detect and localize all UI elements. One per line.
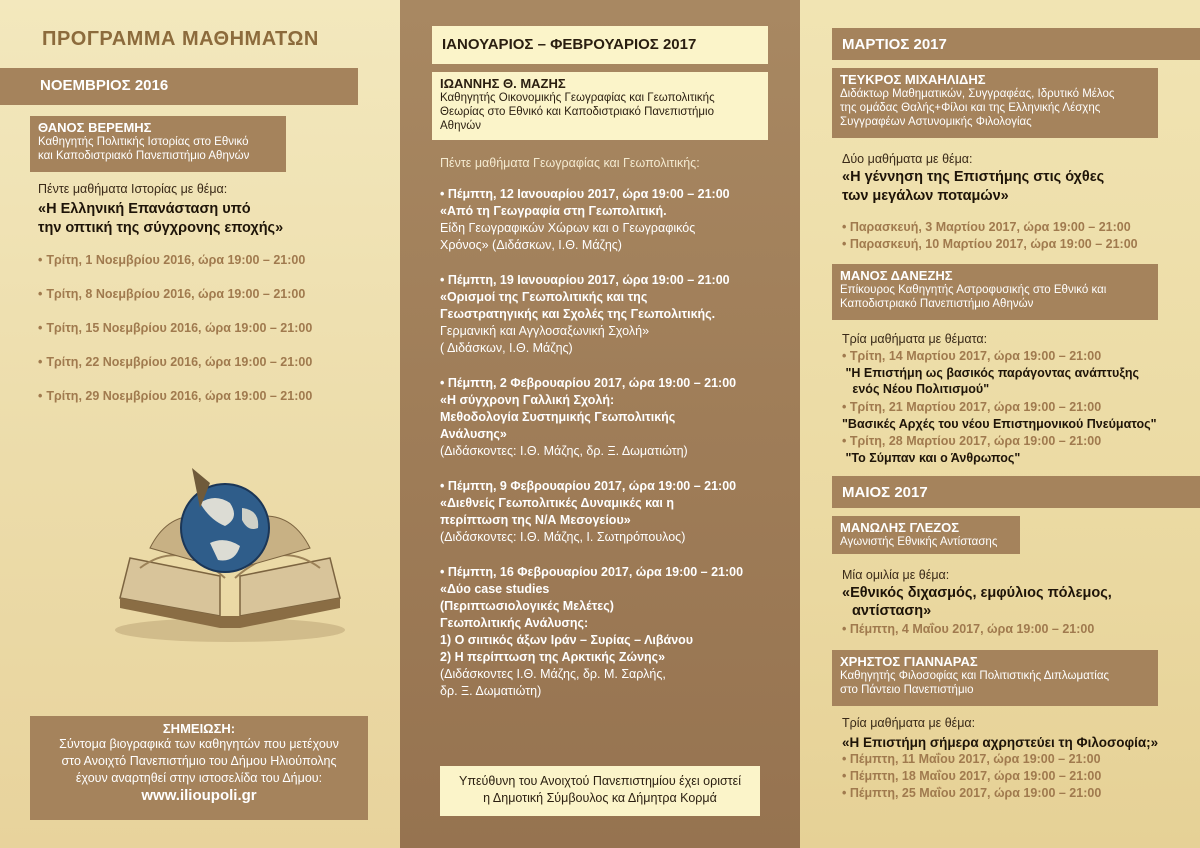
professor-desc-line: Καποδιστριακό Πανεπιστήμιο Αθηνών xyxy=(840,298,1034,310)
professor-card-veremis xyxy=(30,116,286,172)
month-header-march xyxy=(832,28,1200,60)
professor-card-mazis xyxy=(432,72,768,140)
lecture-date: • Πέμπτη, 16 Φεβρουαρίου 2017, ώρα 19:00 – 21:00 xyxy=(440,565,744,579)
lecture-block xyxy=(440,272,790,357)
lecture-date: • Πέμπτη, 2 Φεβρουαρίου 2017, ώρα 19:00 – 21:00 xyxy=(440,376,737,390)
intro-text: Τρία μαθήματα με θέματα: xyxy=(842,332,988,346)
lecture-title: «Δύο case studies xyxy=(440,582,550,596)
lecture-title: «Διεθνείς Γεωπολιτικές Δυναμικές και η xyxy=(440,496,674,510)
theme-line: των μεγάλων ποταμών» xyxy=(842,188,1009,204)
lecture-text: (Διδάσκοντες: Ι.Θ. Μάζης, Ι. Σωτηρόπουλος) xyxy=(440,530,686,544)
professor-name: ΜΑΝΟΣ ΔΑΝΕΖΗΣ xyxy=(840,268,953,283)
lecture-title: "Το Σύμπαν και ο Άνθρωπος" xyxy=(842,451,1021,465)
month-header-may xyxy=(832,476,1200,508)
month-header-jan-feb xyxy=(432,26,768,64)
date-item: • Πέμπτη, 4 Μαΐου 2017, ώρα 19:00 – 21:00 xyxy=(842,622,1095,636)
left-column xyxy=(0,0,400,848)
lecture-title: Γεωστρατηγικής και Σχολές της Γεωπολιτικής. xyxy=(440,307,716,321)
lecture-date: • Πέμπτη, 19 Ιανουαρίου 2017, ώρα 19:00 – 21:00 xyxy=(440,273,730,287)
professor-card-glezos xyxy=(832,516,1020,554)
lecture-title: "Βασικές Αρχές του νέου Επιστημονικού Πνεύματος" xyxy=(842,417,1157,431)
professor-name: ΤΕΥΚΡΟΣ ΜΙΧΑΗΛΙΔΗΣ xyxy=(840,72,986,87)
lecture-title: "Η Επιστήμη ως βασικός παράγοντας ανάπτυξης xyxy=(842,366,1140,380)
lecture-block xyxy=(440,564,790,700)
lecture-title: «Ορισμοί της Γεωπολιτικής και της xyxy=(440,290,648,304)
date-item: • Πέμπτη, 18 Μαΐου 2017, ώρα 19:00 – 21:00 xyxy=(842,769,1102,783)
lecture-text: Χρόνος» (Διδάσκων, Ι.Θ. Μάζης) xyxy=(440,238,622,252)
professor-desc-line: της ομάδας Θαλής+Φίλοι και της Ελληνικής Λέσχης xyxy=(840,102,1101,114)
date-item: • Τρίτη, 22 Νοεμβρίου 2016, ώρα 19:00 – 21:00 xyxy=(38,355,313,369)
lecture-block xyxy=(440,375,790,460)
note-title: ΣΗΜΕΙΩΣΗ: xyxy=(162,721,236,736)
professor-desc-line: Καθηγητής Φιλοσοφίας και Πολιτιστικής Διπλωματίας xyxy=(840,670,1110,682)
professor-desc-line: Καθηγητής Πολιτικής Ιστορίας στο Εθνικό xyxy=(38,136,249,148)
professor-name: ΧΡΗΣΤΟΣ ΓΙΑΝΝΑΡΑΣ xyxy=(840,654,978,669)
theme-line: την οπτική της σύγχρονης εποχής» xyxy=(38,220,284,236)
intro-text: Πέντε μαθήματα Γεωγραφίας και Γεωπολιτικής: xyxy=(440,156,700,170)
theme-line: «Η Ελληνική Επανάσταση υπό xyxy=(38,201,251,217)
lecture-text: δρ. Ξ. Δωματιώτη) xyxy=(440,684,542,698)
middle-column xyxy=(400,0,800,848)
lecture-title: 2) Η περίπτωση της Αρκτικής Ζώνης» xyxy=(440,650,666,664)
lecture-block xyxy=(440,186,790,254)
professor-desc-line: Συγγραφέων Αστυνομικής Φιλολογίας xyxy=(840,116,1032,128)
professor-desc-line: Καθηγητής Οικονομικής Γεωγραφίας και Γεωπολιτικής xyxy=(440,92,715,104)
lecture-text: Είδη Γεωγραφικών Χώρων και ο Γεωγραφικός xyxy=(440,221,696,235)
professor-desc-line: Αθηνών xyxy=(440,120,481,132)
professor-desc-line: Διδάκτωρ Μαθηματικών, Συγγραφέας, Ιδρυτικό Μέλος xyxy=(840,88,1115,100)
date-item: • Τρίτη, 1 Νοεμβρίου 2016, ώρα 19:00 – 21:00 xyxy=(38,253,306,267)
professor-desc-line: και Καποδιστριακό Πανεπιστήμιο Αθηνών xyxy=(38,150,250,162)
lecture-text: (Διδάσκοντες: Ι.Θ. Μάζης, δρ. Ξ. Δωματιώτη) xyxy=(440,444,688,458)
lecture-block xyxy=(440,478,790,546)
date-item: • Πέμπτη, 25 Μαΐου 2017, ώρα 19:00 – 21:00 xyxy=(842,786,1102,800)
date-item: • Τρίτη, 21 Μαρτίου 2017, ώρα 19:00 – 21:00 xyxy=(842,400,1102,414)
date-item: • Τρίτη, 29 Νοεμβρίου 2016, ώρα 19:00 – 21:00 xyxy=(38,389,313,403)
lecture-title: ενός Νέου Πολιτισμού" xyxy=(842,382,990,396)
note-text: έχουν αναρτηθεί στην ιστοσελίδα του Δήμου: xyxy=(75,771,323,785)
date-item: • Τρίτη, 28 Μαρτίου 2017, ώρα 19:00 – 21:00 xyxy=(842,434,1102,448)
lecture-text: ( Διδάσκων, Ι.Θ. Μάζης) xyxy=(440,341,573,355)
lecture-text: (Διδάσκοντες Ι.Θ. Μάζης, δρ. Μ. Σαρλής, xyxy=(440,667,666,681)
date-item: • Τρίτη, 15 Νοεμβρίου 2016, ώρα 19:00 – 21:00 xyxy=(38,321,313,335)
professor-card-danezis xyxy=(832,264,1158,320)
month-label: ΜΑΡΤΙΟΣ 2017 xyxy=(842,36,947,53)
date-item: • Παρασκευή, 3 Μαρτίου 2017, ώρα 19:00 – 21:00 xyxy=(842,220,1131,234)
lecture-title: (Περιπτωσιολογικές Μελέτες) xyxy=(440,599,614,613)
lecture-title: «Η σύγχρονη Γαλλική Σχολή: xyxy=(440,393,615,407)
intro-text: Μία ομιλία με θέμα: xyxy=(842,568,950,582)
professor-desc-line: Επίκουρος Καθηγητής Αστροφυσικής στο Εθνικό και xyxy=(840,284,1107,296)
footer-box xyxy=(440,766,760,816)
page-title: ΠΡΟΓΡΑΜΜΑ ΜΑΘΗΜΑΤΩΝ xyxy=(42,28,319,50)
lecture-text: Γερμανική και Αγγλοσαξωνική Σχολή» xyxy=(440,324,650,338)
lecture-title: Ανάλυσης» xyxy=(440,427,507,441)
lecture-title: Γεωπολιτικής Ανάλυσης: xyxy=(440,616,589,630)
date-item: • Τρίτη, 8 Νοεμβρίου 2016, ώρα 19:00 – 21:00 xyxy=(38,287,306,301)
note-box xyxy=(30,716,368,820)
month-header-november xyxy=(0,68,358,105)
theme-line: αντίσταση» xyxy=(852,603,932,619)
note-text: Σύντομα βιογραφικά των καθηγητών που μετέχουν xyxy=(59,737,339,751)
month-label: ΙΑΝΟΥΑΡΙΟΣ – ΦΕΒΡΟΥΑΡΙΟΣ 2017 xyxy=(442,36,697,53)
professor-name: ΜΑΝΩΛΗΣ ΓΛΕΖΟΣ xyxy=(840,520,960,535)
theme-line: «Εθνικός διχασμός, εμφύλιος πόλεμος, xyxy=(842,585,1112,601)
date-item: • Τρίτη, 14 Μαρτίου 2017, ώρα 19:00 – 21:00 xyxy=(842,349,1102,363)
date-item: • Παρασκευή, 10 Μαρτίου 2017, ώρα 19:00 – 21:00 xyxy=(842,237,1138,251)
lecture-date: • Πέμπτη, 12 Ιανουαρίου 2017, ώρα 19:00 – 21:00 xyxy=(440,187,730,201)
website-link[interactable]: www.ilioupoli.gr xyxy=(141,787,257,804)
intro-text: Πέντε μαθήματα Ιστορίας με θέμα: xyxy=(38,182,228,196)
professor-card-giannaras xyxy=(832,650,1158,706)
professor-desc-line: στο Πάντειο Πανεπιστήμιο xyxy=(840,684,974,696)
footer-text: Υπεύθυνη του Ανοιχτού Πανεπιστημίου έχει οριστεί xyxy=(459,774,741,788)
lecture-title: περίπτωση της Ν/Α Μεσογείου» xyxy=(440,513,631,527)
professor-desc-line: Θεωρίας στο Εθνικό και Καποδιστριακό Πανεπιστήμιο xyxy=(440,106,715,118)
professor-name: ΙΩΑΝΝΗΣ Θ. ΜΑΖΗΣ xyxy=(440,76,566,91)
professor-name: ΘΑΝΟΣ ΒΕΡΕΜΗΣ xyxy=(38,120,152,135)
lecture-title: 1) Ο σιιτικός άξων Ιράν – Συρίας – Λιβάνου xyxy=(440,633,694,647)
intro-text: Τρία μαθήματα με θέμα: xyxy=(842,716,976,730)
right-column xyxy=(800,0,1200,848)
intro-text: Δύο μαθήματα με θέμα: xyxy=(842,152,973,166)
theme-line: «Η γέννηση της Επιστήμης στις όχθες xyxy=(842,169,1105,185)
professor-desc-line: Αγωνιστής Εθνικής Αντίστασης xyxy=(840,536,998,548)
book-globe-image xyxy=(100,448,360,648)
lecture-title: Μεθοδολογία Συστημικής Γεωπολιτικής xyxy=(440,410,676,424)
lecture-date: • Πέμπτη, 9 Φεβρουαρίου 2017, ώρα 19:00 – 21:00 xyxy=(440,479,737,493)
month-label: ΝΟΕΜΒΡΙΟΣ 2016 xyxy=(40,77,169,94)
lecture-title: «Από τη Γεωγραφία στη Γεωπολιτική. xyxy=(440,204,667,218)
month-label: ΜΑΙΟΣ 2017 xyxy=(842,484,928,501)
footer-text: η Δημοτική Σύμβουλος κα Δήμητρα Κορμά xyxy=(483,791,717,805)
date-item: • Πέμπτη, 11 Μαΐου 2017, ώρα 19:00 – 21:00 xyxy=(842,752,1101,766)
note-text: στο Ανοιχτό Πανεπιστήμιο του Δήμου Ηλιούπολης xyxy=(61,754,337,768)
theme-line: «Η Επιστήμη σήμερα αχρηστεύει τη Φιλοσοφία;» xyxy=(842,735,1159,750)
professor-card-michailidis xyxy=(832,68,1158,138)
